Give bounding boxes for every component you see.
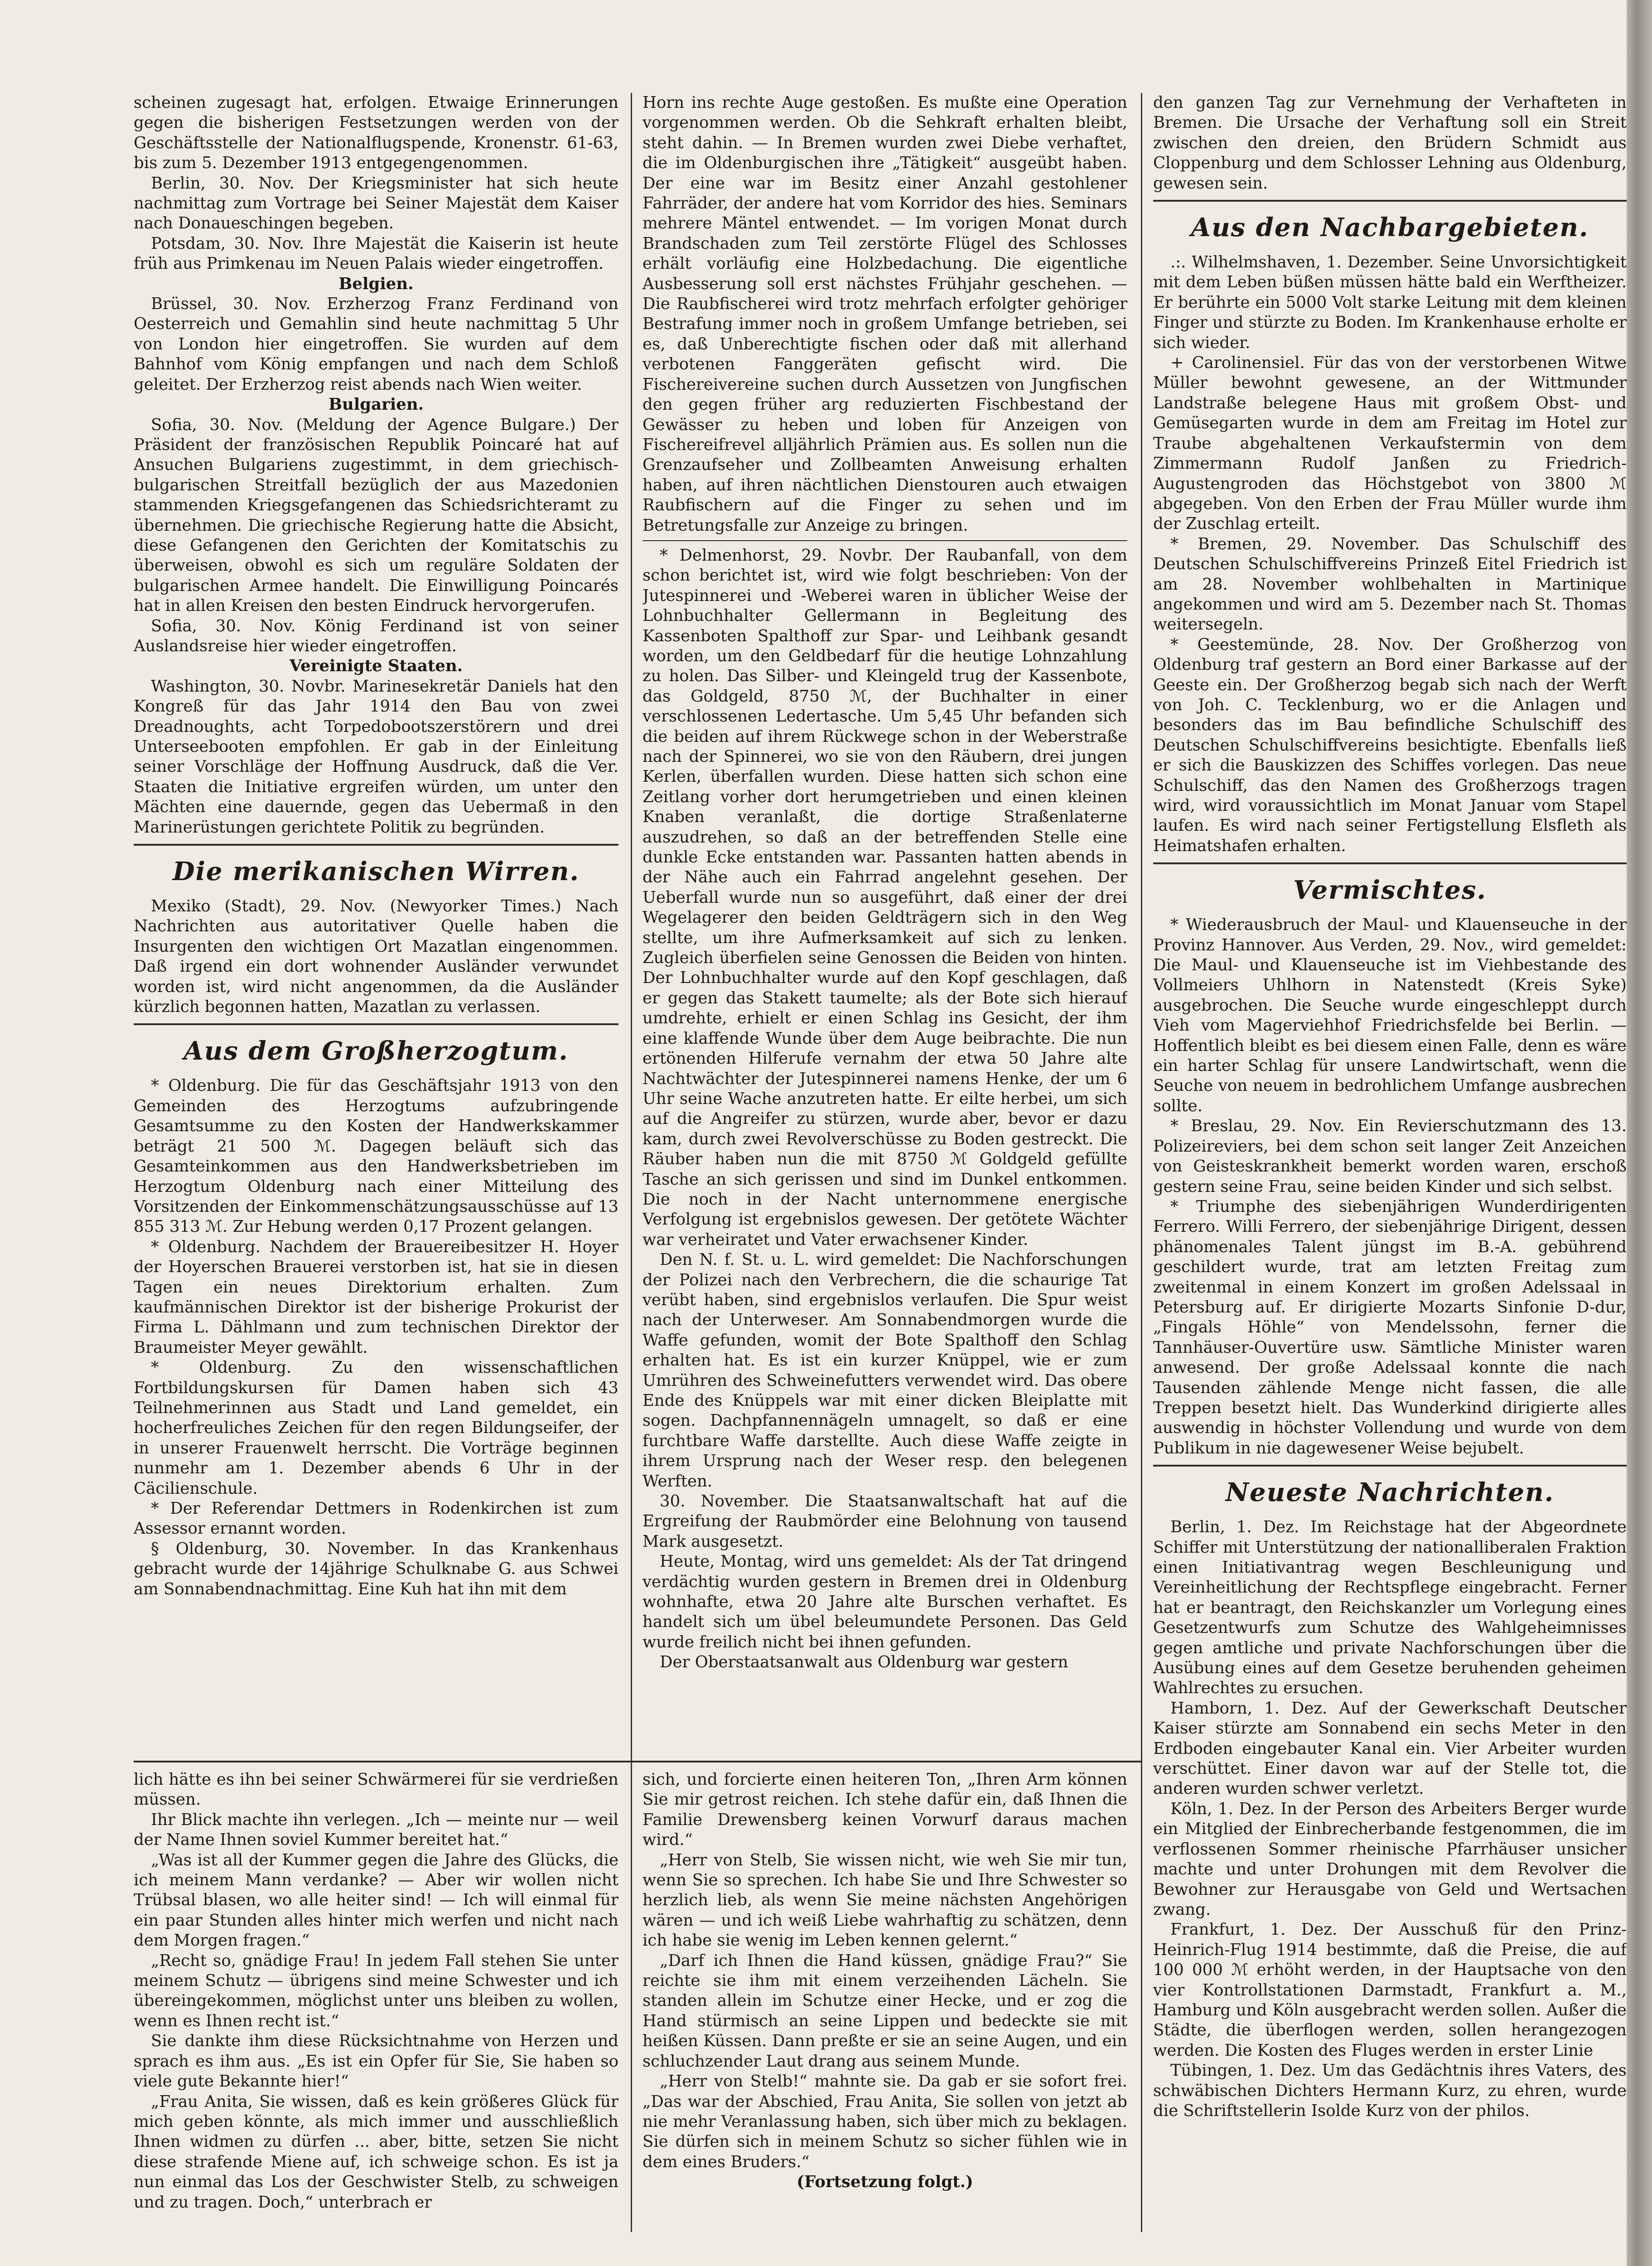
article-text: * Oldenburg. Die für das Geschäftsjahr 1913 von den Gemeinden des Herzogtums aufzubringende Gesamtsumme zu den Kosten der Handwerkskammer beträgt 21 500 ℳ. Dagegen beläuft sich das Gesamteinkommen aus den Handwerksbetrieben im Herzogtum Oldenburg nach einer Mitteilung des Vorsitzenden der Einkommenschätzungsausschüsse auf 13 855 313 ℳ. Zur Hebung werden 0,17 Prozent gelangen. xyxy=(134,1076,618,1236)
story-text: lich hätte es ihn bei seiner Schwärmerei für sie verdrießen müssen. xyxy=(134,1770,618,1809)
article-text: * Der Referendar Dettmers in Rodenkirchen ist zum Assessor ernannt worden. xyxy=(134,1499,618,1538)
article-text: * Breslau, 29. Nov. Ein Revierschutzmann des 13. Polizeireviers, bei dem schon seit langer Zeit Anzeichen von Geisteskrankheit bemerkt worden waren, erschoß gestern seine Frau, seine beiden Kinder und sich selbst. xyxy=(1153,1117,1627,1196)
section-subheading: Vereinigte Staaten. xyxy=(289,657,463,676)
section-heading: Neueste Nachrichten. xyxy=(1225,1477,1555,1508)
article-text: Heute, Montag, wird uns gemeldet: Als der Tat dringend verdächtig wurden gestern in Bremen drei in Oldenburg wohnhafte, etwa 20 Jahre alte Burschen verhaftet. Es handelt sich um übel beleumundete Personen. Das Geld wurde freilich nicht bei ihnen gefunden. xyxy=(642,1552,1127,1651)
article-text: Köln, 1. Dez. In der Person des Arbeiters Berger wurde ein Mitglied der Einbrecherbande festgenommen, die im verflossenen Sommer rheinische Pfarrhäuser unsicher machte und unter Drohungen mit dem Revolver die Bewohner zur Herausgabe von Geld und Wertsachen zwang. xyxy=(1153,1799,1627,1919)
article-text: Hamborn, 1. Dez. Auf der Gewerkschaft Deutscher Kaiser stürzte am Sonnabend ein sechs Meter in den Erdboden eingebauter Kanal ein. Vier Arbeiter wurden verschüttet. Einer davon war auf der Stelle tot, die anderen wurden schwer verletzt. xyxy=(1153,1699,1627,1798)
article-text: Washington, 30. Novbr. Marinesekretär Daniels hat den Kongreß für das Jahr 1914 den Bau von zwei Dreadnoughts, acht Torpedobootszerstörern und drei Unterseebooten empfohlen. Er gab in der Einleitung seiner Vorschläge der Hoffnung Ausdruck, daß die Ver. Staaten die Initiative ergreifen würden, um unter den Mächten eine dauernde, gegen das Uebermaß in den Marinerüstungen gerichtete Politik zu begründen. xyxy=(134,677,618,837)
article-text: Mexiko (Stadt), 29. Nov. (Newyorker Times.) Nach Nachrichten aus autoritativer Quelle haben die Insurgenten den wichtigen Ort Mazatlan eingenommen. Daß irgend ein dort wohnender Ausländer verwundet worden ist, wird nicht angenommen, da die Ausländer kürzlich begonnen hatten, Mazatlan zu verlassen. xyxy=(134,897,618,1017)
column-1 xyxy=(134,93,618,1756)
article-text: * Bremen, 29. November. Das Schulschiff des Deutschen Schulschiffvereins Prinzeß Eitel Friedrich ist am 28. November wohlbehalten in Martinique angekommen und wird am 5. Dezember nach St. Thomas weitersegeln. xyxy=(1153,534,1627,634)
article-text: scheinen zugesagt hat, erfolgen. Etwaige Erinnerungen gegen die bisherigen Festsetzungen werden von der Geschäftsstelle der Nationalflugspende, Kronenstr. 61-63, bis zum 5. Dezember 1913 entgegengenommen. xyxy=(134,93,618,173)
article-text: 30. November. Die Staatsanwaltschaft hat auf die Ergreifung der Raubmörder eine Belohnung von tausend Mark ausgesetzt. xyxy=(642,1492,1127,1551)
article-text: * Triumphe des siebenjährigen Wunderdirigenten Ferrero. Willi Ferrero, der siebenjährige Dirigent, dessen phänomenales Talent jüngst im B.-A. gebührend geschildert wurde, trat am letzten Freitag zum zweitenmal in einem Konzert im großen Adelssaal in Petersburg auf. Er dirigierte Mozarts Sinfonie D-dur, „Fingals Höhle“ von Mendelssohn, ferner die Tannhäuser-Ouvertüre usw. Sämtliche Minister waren anwesend. Der große Adelssaal konnte die nach Tausenden zählende Menge nicht fassen, die alle Treppen besetzt hielt. Das Wunderkind dirigierte alles auswendig in höchster Vollendung und wurde von dem Publikum in nie dagewesener Weise bejubelt. xyxy=(1153,1197,1627,1457)
article-text: Der Oberstaatsanwalt aus Oldenburg war gestern xyxy=(660,1653,1068,1672)
article-text: Sofia, 30. Nov. (Meldung der Agence Bulgare.) Der Präsident der französischen Republik Poincaré hat auf Ansuchen Bulgariens zugestimmt, in dem griechisch-bulgarischen Streitfall bezüglich der aus Mazedonien stammenden Kriegsgefangenen das Schiedsrichteramt zu übernehmen. Die griechische Regierung hatte die Absicht, diese Gefangenen den Gerichten der Komitatschis zu überweisen, obwohl es sich um reguläre Soldaten der bulgarischen Armee handelt. Die Einwilligung Poincarés hat in allen Kreisen den besten Eindruck hervorgerufen. xyxy=(134,415,618,615)
article-text: Frankfurt, 1. Dez. Der Ausschuß für den Prinz-Heinrich-Flug 1914 bestimmte, daß die Preise, die auf 100 000 ℳ erhöht werden, in der Hauptsache von den vier Kontrollstationen Darmstadt, Frankfurt a. M., Hamburg und Köln ausgebracht werden sollen. Außer die Städte, die überflogen werden, sollen herangezogen werden. Die Kosten des Fluges werden in erster Linie xyxy=(1153,1920,1627,2060)
article-text: + Carolinensiel. Für das von der verstorbenen Witwe Müller bewohnt gewesene, an der Wittmunder Landstraße belegene Haus mit großem Obst- und Gemüsegarten wurde in dem am Freitag im Hotel zur Traube abgehaltenen Verkaufstermin von dem Zimmermann Rudolf Janßen zu Friedrich-Augustengroden das Höchstgebot von 3800 ℳ abgegeben. Von den Erben der Frau Müller wurde ihm der Zuschlag erteilt. xyxy=(1153,353,1627,533)
section-rule xyxy=(1153,862,1627,864)
feuilleton-separator xyxy=(134,1761,1142,1762)
article-text: * Geestemünde, 28. Nov. Der Großherzog von Oldenburg traf gestern an Bord einer Barkasse auf der Geeste ein. Der Großherzog begab sich nach der Werft von Joh. C. Tecklenburg, wo er die Anlagen und besonders das im Bau befindliche Schulschiff des Deutschen Schulschiffvereins besichtigte. Ebenfalls ließ er sich die Bauskizzen des Schiffes vorlegen. Das neue Schulschiff, das den Namen des Großherzogs tragen wird, wird voraussichtlich im Monat Januar vom Stapel laufen. Es wird nach seiner Fertigstellung Elsfleth als Heimatshafen erhalten. xyxy=(1153,635,1627,855)
article-text: Sofia, 30. Nov. König Ferdinand ist von seiner Auslandsreise hier wieder eingetroffen. xyxy=(134,616,618,655)
story-text: „Darf ich Ihnen die Hand küssen, gnädige Frau?“ Sie reichte sie ihm mit einem verzeihenden Lächeln. Sie standen allein im Schutze einer Hecke, und er zog die Hand stürmisch an seine Lippen und bedeckte sie mit heißen Küssen. Dann preßte er sie an seine Augen, und ein schluchzender Laut drang aus seinem Munde. xyxy=(642,1951,1127,2071)
section-rule xyxy=(1153,1465,1627,1467)
section-heading: Aus dem Großherzogtum. xyxy=(184,1036,569,1066)
section-subheading: Bulgarien. xyxy=(328,395,424,414)
story-text: „Herr von Stelb!“ mahnte sie. Da gab er sie sofort frei. „Das war der Abschied, Frau Anita, Sie sollen von jetzt ab nie mehr Veranlassung haben, sich über mich zu beklagen. Sie dürfen sich in meinem Schutz so sicher fühlen wie in dem eines Bruders.“ xyxy=(642,2072,1127,2171)
article-text: Berlin, 1. Dez. Im Reichstage hat der Abgeordnete Schiffer mit Unterstützung der nationalliberalen Fraktion einen Initiativantrag wegen Beschleunigung und Vereinheitlichung der Rechtspflege eingebracht. Ferner hat er beantragt, den Reichskanzler um Vorlegung eines Gesetzentwurfs zum Schutze des Wahlgeheimnisses gegen amtliche und private Nachforschungen über die Ausübung eines auf dem Gesetze beruhenden geheimen Wahlrechtes zu ersuchen. xyxy=(1153,1518,1627,1698)
article-text: Tübingen, 1. Dez. Um das Gedächtnis ihres Vaters, des schwäbischen Dichters Hermann Kurz, zu ehren, wurde die Schriftstellerin Isolde Kurz von der philos. xyxy=(1153,2061,1627,2120)
article-text: Berlin, 30. Nov. Der Kriegsminister hat sich heute nachmittag zum Vortrage bei Seiner Majestät dem Kaiser nach Donaueschingen begeben. xyxy=(134,174,618,233)
section-heading: Vermischtes. xyxy=(1293,875,1487,905)
section-rule xyxy=(1153,200,1627,202)
story-text: sich, und forcierte einen heiteren Ton, „Ihren Arm können Sie mir getrost reichen. Ich stehe dafür ein, daß Ihnen die Familie Drewensberg keinen Vorwurf daraus machen wird.“ xyxy=(642,1770,1127,1850)
article-text: * Delmenhorst, 29. Novbr. Der Raubanfall, von dem schon berichtet ist, wird wie folgt beschrieben: Von der Jutespinnerei und -Weberei waren in üblicher Weise der Lohnbuchhalter Gellermann in Begleitung des Kassenboten Spalthoff zur Spar- und Leihbank gesandt worden, um den Geldbedarf für die heutige Lohnzahlung zu holen. Das Silber- und Kleingeld trug der Kassenbote, das Goldgeld, 8750 ℳ, der Buchhalter in einer verschlossenen Ledertasche. Um 5,45 Uhr befanden sich die beiden auf ihrem Rückwege schon in der Weberstraße nach der Spinnerei, wo sie von den Räubern, drei jungen Kerlen, überfallen wurden. Diese hatten sich schon eine Zeitlang vorher dort herumgetrieben und einen kleinen Knaben veranlaßt, die dortige Straßenlaterne auszudrehen, so daß an der betreffenden Stelle eine dunkle Ecke entstanden war. Passanten hatten abends in der Nähe auch ein Fahrrad angelehnt gesehen. Der Ueberfall wurde nun so ausgeführt, daß einer der drei Wegelagerer den beiden Geldträgern sich in den Weg stellte, um ihre Aufmerksamkeit auf sich zu lenken. Zugleich überfielen seine Genossen die Beiden von hinten. Der Lohnbuchhalter wurde auf den Kopf geschlagen, daß er gegen das Stakett taumelte; als der Bote sich hierauf umdrehte, erhielt er einen Schlag ins Gesicht, der ihm eine klaffende Wunde über dem Auge beibrachte. Die nun ertönenden Hilferufe vernahm der etwa 50 Jahre alte Nachtwächter der Jutespinnerei namens Henke, der um 6 Uhr seine Wache anzutreten hatte. Er eilte herbei, um sich auf die Angreifer zu stürzen, wurde aber, bevor er dazu kam, durch zwei Revolverschüsse zu Boden gestreckt. Die Räuber haben nun die mit 8750 ℳ Goldgeld gefüllte Tasche an sich gerissen und sind im Dunkel entkommen. Die noch in der Nacht unternommene energische Verfolgung ist ergebnislos gewesen. Der getötete Wächter war verheiratet und Vater erwachsener Kinder. xyxy=(642,546,1127,1249)
story-text: Sie dankte ihm diese Rücksichtnahme von Herzen und sprach es ihm aus. „Es ist ein Opfer für Sie, Sie haben so viele gute Bekannte hier!“ xyxy=(134,2032,618,2091)
story-text: „Was ist all der Kummer gegen die Jahre des Glücks, die ich meinem Mann verdanke? — Aber wir wollen nicht Trübsal blasen, wo alle heiter sind! — Ich will einmal für ein paar Stunden alles hinter mich werfen und nicht nach dem Morgen fragen.“ xyxy=(134,1850,618,1950)
article-text: den ganzen Tag zur Vernehmung der Verhafteten in Bremen. Die Ursache der Verhaftung soll ein Streit zwischen den dreien, den Brüdern Schmidt aus Cloppenburg und dem Schlosser Lehning aus Oldenburg, gewesen sein. xyxy=(1153,93,1627,193)
section-subheading: Belgien. xyxy=(338,274,414,293)
section-rule xyxy=(134,1023,618,1025)
article-text: * Oldenburg. Zu den wissenschaftlichen Fortbildungskursen für Damen haben sich 43 Teilnehmerinnen aus Stadt und Land gemeldet, ein hocherfreuliches Zeichen für den regen Bildungseifer, der in unserer Frauenwelt herrscht. Die Vorträge beginnen nunmehr am 1. Dezember abends 6 Uhr in der Cäcilienschule. xyxy=(134,1358,618,1498)
continuation-note: (Fortsetzung folgt.) xyxy=(797,2173,973,2192)
article-text: Den N. f. St. u. L. wird gemeldet: Die Nachforschungen der Polizei nach den Verbrechern, die die schaurige Tat verübt haben, sind ergebnislos verlaufen. Die Spur weist nach der Unterweser. Am Sonnabendmorgen wurde die Waffe gefunden, womit der Bote Spalthoff den Schlag erhalten hat. Es ist ein kurzer Knüppel, wie er zum Umrühren des Schweinefutters verwendet wird. Das obere Ende des Knüppels war mit einer dicken Bleiplatte mit sogen. Dachpfannennägeln umnagelt, so daß er eine furchtbare Waffe darstellte. Auch diese Waffe zeigte in ihrem Ursprung nach der Weser resp. den belegenen Werften. xyxy=(642,1250,1127,1491)
article-text: Horn ins rechte Auge gestoßen. Es mußte eine Operation vorgenommen werden. Ob die Sehkraft erhalten bleibt, steht dahin. — In Bremen wurden zwei Diebe verhaftet, die im Oldenburgischen ihre „Tätigkeit“ ausgeübt haben. Der eine war im Besitz einer Anzahl gestohlener Fahrräder, der andere hat vom Korridor des hies. Seminars mehrere Mäntel entwendet. — Im vorigen Monat durch Brandschaden zum Teil zerstörte Flügel des Schlosses erhält vorläufig eine Holzbedachung. Die eigentliche Ausbesserung soll erst nächstes Frühjahr geschehen. — Die Raubfischerei wird trotz mehrfach erfolgter gehöriger Bestrafung immer noch in großem Umfange betrieben, sei es, daß Unberechtigte fischen oder daß mit allerhand verbotenen Fanggeräten gefischt wird. Die Fischereivereine suchen durch Aussetzen von Jungfischen den gegen früher arg reduzierten Fischbestand der Gewässer zu heben und loben für Anzeigen von Fischereifrevel alljährlich Prämien aus. Es sollen nun die Grenzaufseher und Zollbeamten Anweisung erhalten haben, auf ihren nächtlichen Dienstouren auch etwaigen Raubfischern auf die Finger zu sehen und im Betretungsfalle zur Anzeige zu bringen. xyxy=(642,93,1127,535)
article-text: .:. Wilhelmshaven, 1. Dezember. Seine Unvorsichtigkeit mit dem Leben büßen müssen hätte bald ein Werftheizer. Er berührte ein 5000 Volt starke Leitung mit dem kleinen Finger und stürzte zu Boden. Im Krankenhause erholte er sich wieder. xyxy=(1153,253,1627,352)
section-heading: Die merikanischen Wirren. xyxy=(173,857,580,887)
story-text: „Recht so, gnädige Frau! In jedem Fall stehen Sie unter meinem Schutz — übrigens sind meine Schwester und ich übereingekommen, möglichst unter uns bleiben zu wollen, wenn es Ihnen recht ist.“ xyxy=(134,1951,618,2030)
article-text: Brüssel, 30. Nov. Erzherzog Franz Ferdinand von Oesterreich und Gemahlin sind heute nachmittag 5 Uhr von London hier eingetroffen. Sie wurden auf dem Bahnhof vom König empfangen und nach dem Schloß geleitet. Der Erzherzog reist abends nach Wien weiter. xyxy=(134,295,618,394)
story-text: „Herr von Stelb, Sie wissen nicht, wie weh Sie mir tun, wenn Sie so sprechen. Ich habe Sie und Ihre Schwester so herzlich lieb, als wenn Sie meine nächsten Angehörigen wären — und ich weiß Liebe wahrhaftig zu schätzen, denn ich habe sie wenig im Leben kennen gelernt.“ xyxy=(642,1850,1127,1950)
column-divider-2 xyxy=(1141,93,1142,2232)
story-text: „Frau Anita, Sie wissen, daß es kein größeres Glück für mich geben könnte, als mich immer und ausschließlich Ihnen widmen zu dürfen ... aber, bitte, setzen Sie nicht diese strafende Miene auf, ich schweige schon. Es ist ja nun einmal das Los der Geschwister Stelb, zu schweigen und zu tragen. Doch,“ unterbrach er xyxy=(134,2092,618,2212)
section-rule xyxy=(134,844,618,846)
article-text: * Oldenburg. Nachdem der Brauereibesitzer H. Hoyer der Hoyerschen Brauerei verstorben ist, hat sie in diesen Tagen ein neues Direktorium erhalten. Zum kaufmännischen Direktor ist der bisherige Prokurist der Firma L. Dählmann und zum technischen Direktor der Braumeister Meyer gewählt. xyxy=(134,1237,618,1357)
page-binding-edge xyxy=(1627,0,1652,2266)
article-text: * Wiederausbruch der Maul- und Klauenseuche in der Provinz Hannover. Aus Verden, 29. Nov., wird gemeldet: Die Maul- und Klauenseuche ist im Viehbestande des Vollmeiers Uhlhorn in Natenstedt (Kreis Syke) ausgebrochen. Die Seuche wurde eingeschleppt durch Vieh vom Magerviehhof Friedrichsfelde bei Berlin. — Hoffentlich bleibt es bei diesem einen Falle, denn es wäre ein harter Schlag für unsere Landwirtschaft, wenn die Seuche von neuem in bedrohlichem Umfange ausbrechen sollte. xyxy=(1153,915,1627,1115)
feuilleton-column-1 xyxy=(134,1770,618,2227)
story-text: Ihr Blick machte ihn verlegen. „Ich — meinte nur — weil der Name Ihnen soviel Kummer bereitet hat.“ xyxy=(134,1810,618,1850)
column-3 xyxy=(1153,93,1627,2232)
article-text: Potsdam, 30. Nov. Ihre Majestät die Kaiserin ist heute früh aus Primkenau im Neuen Palais wieder eingetroffen. xyxy=(134,234,618,273)
column-divider-1 xyxy=(631,93,632,2232)
article-text: § Oldenburg, 30. November. In das Krankenhaus gebracht wurde der 14jährige Schulknabe G. aus Schwei am Sonnabendnachmittag. Eine Kuh hat ihn mit dem xyxy=(134,1539,618,1598)
column-2 xyxy=(642,93,1127,1756)
section-heading: Aus den Nachbargebieten. xyxy=(1191,213,1589,243)
feuilleton-column-2 xyxy=(642,1770,1127,2227)
article-rule xyxy=(642,540,1127,541)
